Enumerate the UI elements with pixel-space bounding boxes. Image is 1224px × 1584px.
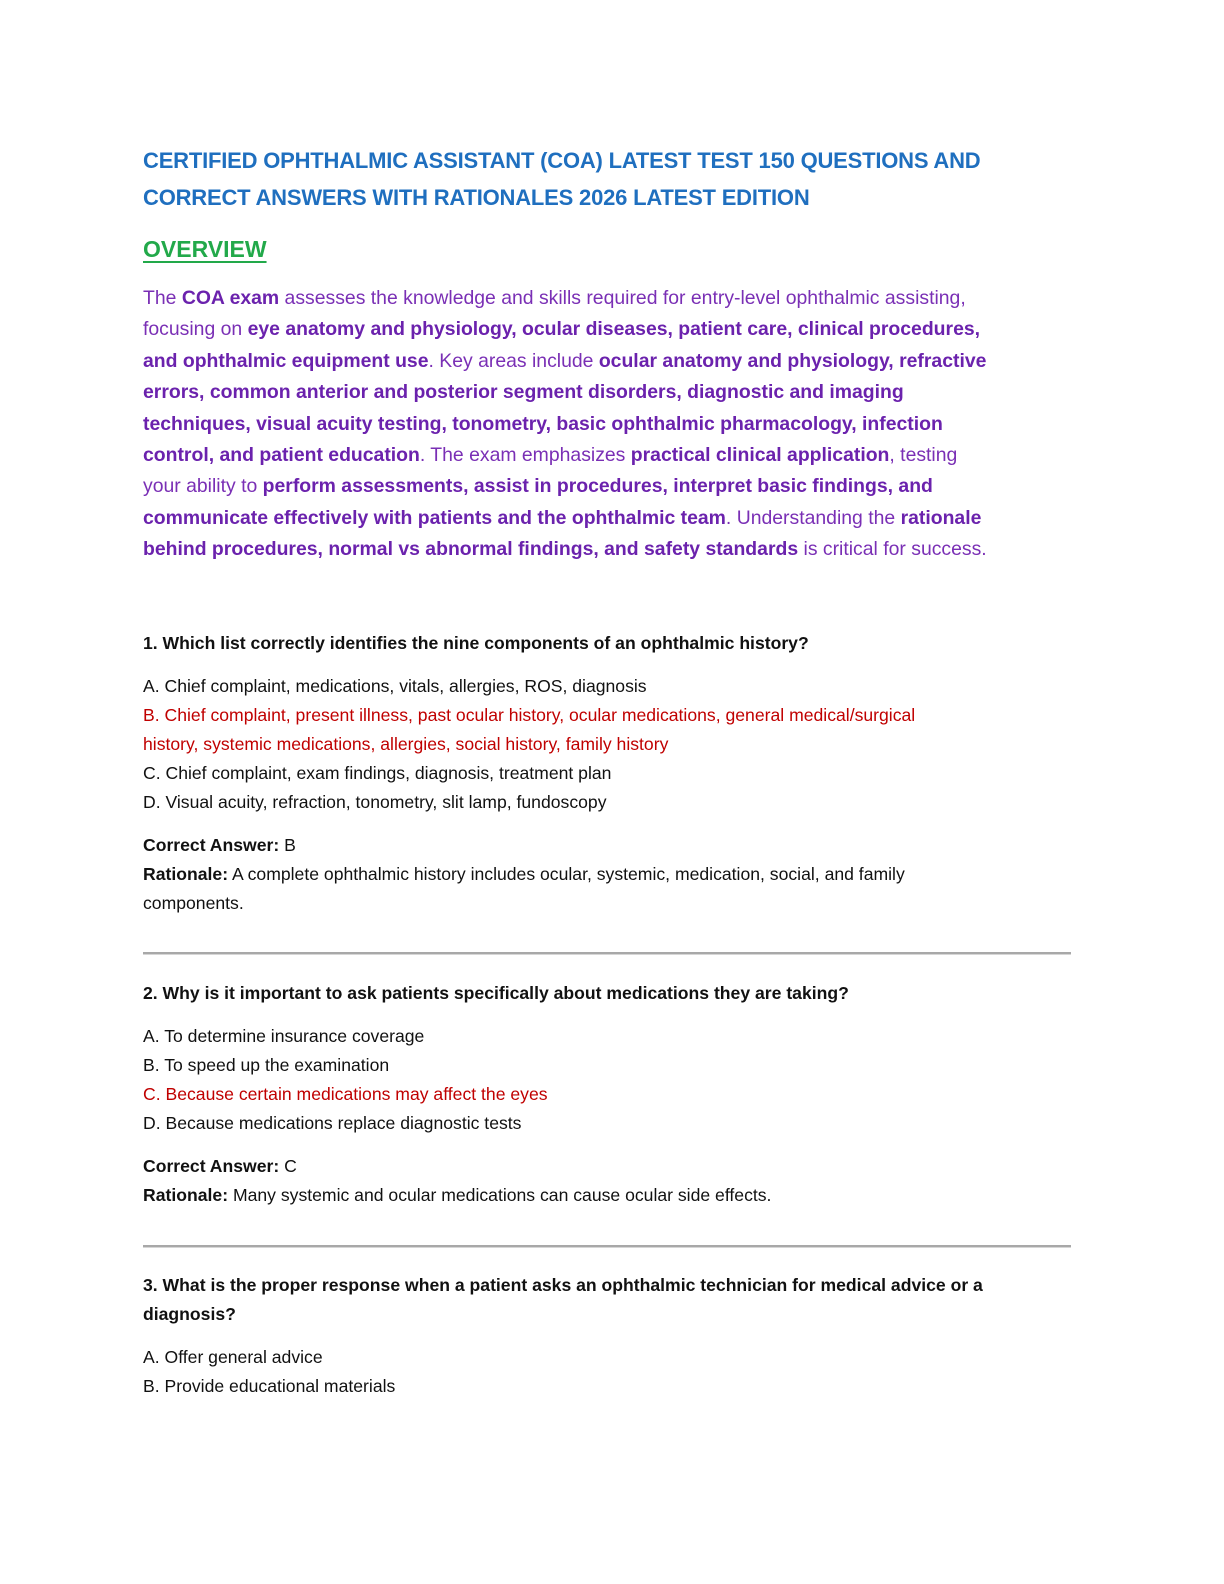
rationale [143, 860, 1073, 889]
rationale-continued: components. [143, 893, 244, 913]
option-a: A. Chief complaint, medications, vitals, allergies, ROS, diagnosis [143, 676, 647, 696]
question-line: 3. What is the proper response when a patient asks an ophthalmic technician for medical advice or a [143, 1275, 983, 1295]
option-line: history, systemic medications, allergies, social history, family history [143, 734, 669, 754]
overview-emphasis: control, and patient education [143, 444, 420, 467]
overview-line [143, 440, 1073, 471]
answer-options [143, 672, 1073, 817]
overview-text: assesses the knowledge and skills required for entry-level ophthalmic assisting, [279, 287, 966, 309]
overview-emphasis: rationale [900, 506, 982, 529]
question-text [143, 1271, 1073, 1329]
option-c-correct: C. Because certain medications may affect the eyes [143, 1084, 548, 1104]
correct-answer-value: C [279, 1156, 297, 1176]
overview-emphasis: COA exam [181, 287, 280, 309]
correct-answer-value: B [279, 835, 296, 855]
rationale-label: Rationale: [143, 1185, 229, 1205]
overview-text: focusing on [143, 318, 248, 341]
option-a: A. To determine insurance coverage [143, 1026, 425, 1046]
answer-section [143, 831, 1073, 918]
overview-emphasis: eye anatomy and physiology, ocular diseases, patient care, clinical procedures, [247, 318, 981, 341]
rationale-text: A complete ophthalmic history includes ocular, systemic, medication, social, and family [228, 864, 905, 884]
answer-options [143, 1022, 1073, 1138]
overview-line [143, 283, 1073, 314]
overview-text: . Understanding the [725, 506, 901, 529]
question-line: 1. Which list correctly identifies the nine components of an ophthalmic history? [143, 633, 809, 653]
answer-options [143, 1343, 1073, 1401]
option-line: B. Chief complaint, present illness, past ocular history, ocular medications, general medical/surgical [143, 705, 916, 725]
overview-line [143, 377, 1073, 408]
correct-answer [143, 1152, 1073, 1181]
rationale [143, 1181, 1073, 1210]
rationale-text: Many systemic and ocular medications can cause ocular side effects. [228, 1185, 772, 1205]
overview-line [143, 503, 1073, 534]
overview-heading: OVERVIEW [143, 236, 267, 262]
overview-text: The [143, 287, 182, 309]
option-b: B. To speed up the examination [143, 1055, 390, 1075]
overview-emphasis: perform assessments, assist in procedures, interpret basic findings, and [262, 475, 933, 498]
overview-line [143, 346, 1073, 377]
overview-text: . The exam emphasizes [419, 444, 631, 467]
overview-emphasis: behind procedures, normal vs abnormal findings, and safety standards [143, 538, 799, 561]
question-text [143, 629, 1073, 658]
question-3 [143, 1271, 1073, 1401]
overview-text: . Key areas include [428, 349, 599, 372]
option-a: A. Offer general advice [143, 1347, 323, 1367]
overview-emphasis: communicate effectively with patients and the ophthalmic team [143, 506, 726, 529]
overview-emphasis: and ophthalmic equipment use [143, 349, 429, 372]
overview-line [143, 409, 1073, 440]
title-line: CERTIFIED OPHTHALMIC ASSISTANT (COA) LATEST TEST 150 QUESTIONS AND [143, 148, 981, 173]
overview-emphasis: techniques, visual acuity testing, tonometry, basic ophthalmic pharmacology, infection [143, 412, 943, 435]
overview-text: your ability to [143, 475, 263, 498]
overview-line [143, 314, 1073, 345]
question-line: diagnosis? [143, 1304, 236, 1324]
option-b-correct [143, 701, 1073, 759]
option-d: D. Visual acuity, refraction, tonometry, slit lamp, fundoscopy [143, 792, 607, 812]
correct-answer [143, 831, 1073, 860]
question-1 [143, 629, 1073, 918]
overview-emphasis: errors, common anterior and posterior segment disorders, diagnostic and imaging [143, 381, 904, 404]
option-b: B. Provide educational materials [143, 1376, 396, 1396]
question-text [143, 979, 1073, 1008]
overview-emphasis: practical clinical application [630, 444, 890, 467]
document-title [143, 142, 1073, 216]
question-line: 2. Why is it important to ask patients specifically about medications they are taking? [143, 983, 849, 1003]
title-line: CORRECT ANSWERS WITH RATIONALES 2026 LATEST EDITION [143, 185, 810, 210]
overview-line [143, 471, 1073, 502]
question-2 [143, 979, 1073, 1210]
option-c: C. Chief complaint, exam findings, diagnosis, treatment plan [143, 763, 612, 783]
correct-answer-label: Correct Answer: [143, 1156, 280, 1176]
overview-text: , testing [889, 444, 958, 467]
overview-paragraph [143, 283, 1073, 566]
answer-section [143, 1152, 1073, 1210]
overview-text: is critical for success. [798, 538, 987, 561]
divider [143, 952, 1071, 954]
option-d: D. Because medications replace diagnostic tests [143, 1113, 522, 1133]
divider [143, 1245, 1071, 1247]
correct-answer-label: Correct Answer: [143, 835, 280, 855]
overview-emphasis: ocular anatomy and physiology, refractive [598, 349, 987, 372]
overview-line [143, 534, 1073, 565]
rationale-label: Rationale: [143, 864, 229, 884]
